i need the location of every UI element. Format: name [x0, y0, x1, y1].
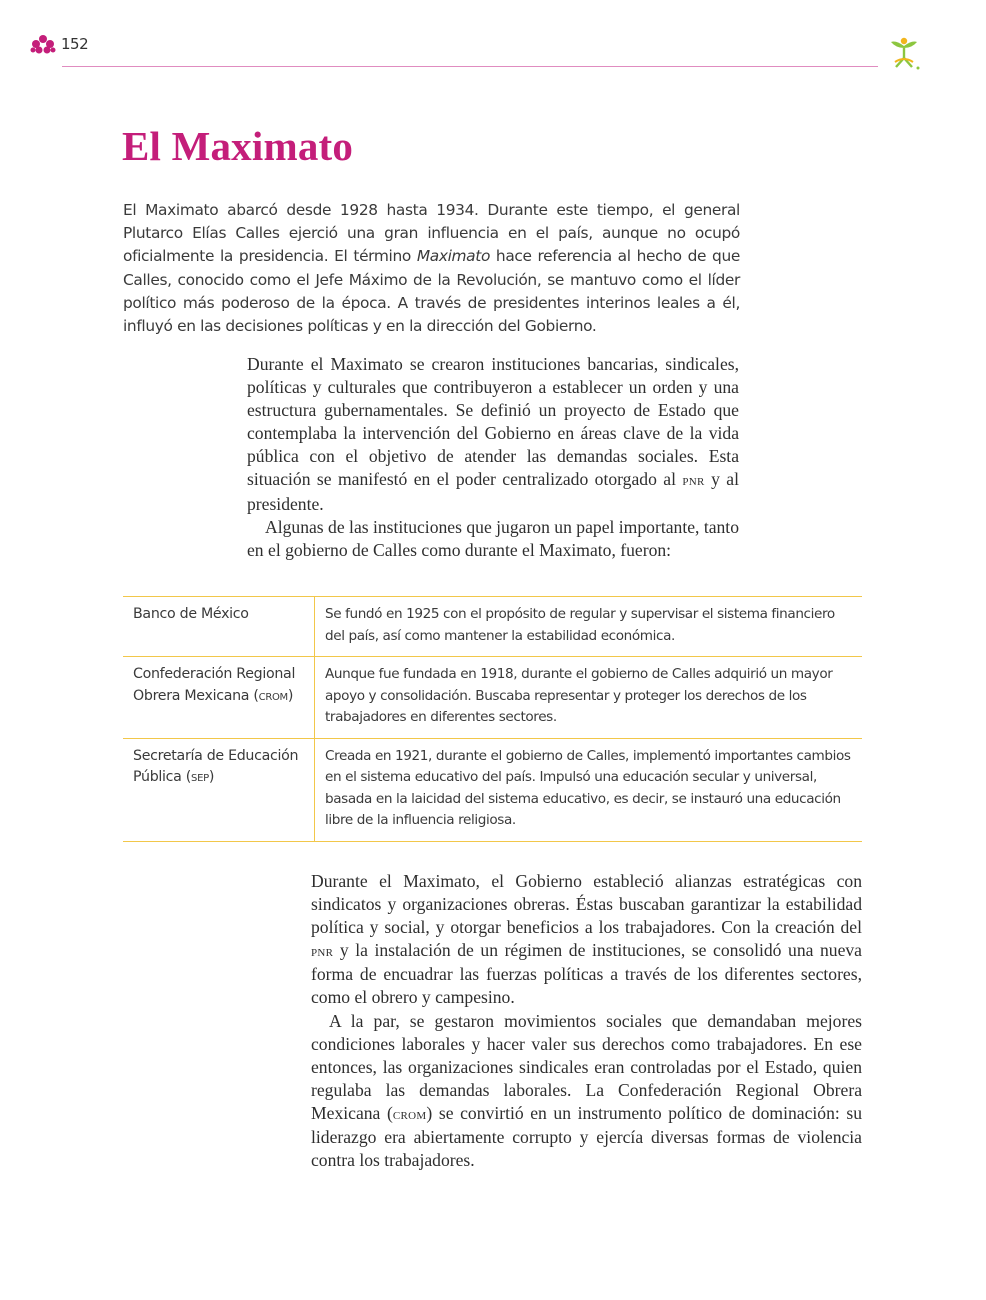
body-section-one: [247, 353, 739, 562]
table-row: [123, 657, 862, 739]
institution-name-text: Secretaría de Educación Pública: [133, 747, 299, 785]
body-section-two: [311, 870, 862, 1172]
intro-text-b: hace referencia al hecho de que Calles, conocido como el Jefe Máximo de la Revolución, se mantuvo como el líder político más poderoso de la época. A través de presidentes interinos leales a él, influyó en las decisiones políticas y en la dirección del Gobierno.: [123, 247, 740, 336]
intro-paragraph: [123, 199, 740, 338]
institution-name: [123, 657, 315, 739]
body-text: Durante el Maximato, el Gobierno estableció alianzas estratégicas con sindicatos y organizaciones obreras. Éstas buscaban garantizar la estabilidad política y social, y otorgar beneficios a los trabajadores. Con la creación del: [311, 871, 862, 938]
body-text: ) se convirtió en un instrumento político de dominación: su liderazgo era abiertamente corrupto y ejercía diversas formas de violencia contra los trabajadores.: [311, 1102, 862, 1171]
page-title: El Maximato: [122, 123, 354, 169]
page-header: [0, 0, 986, 80]
institution-name: [123, 738, 315, 841]
institution-description: Aunque fue fundada en 1918, durante el gobierno de Calles adquirió un mayor apoyo y consolidación. Buscaba representar y proteger los derechos de los trabajadores en diferentes sectores.: [315, 657, 863, 739]
institution-name-text: Banco de México: [133, 606, 249, 622]
intro-emphasis: Maximato: [416, 247, 491, 266]
person-sprout-logo-icon: [884, 32, 924, 72]
body-paragraph: [311, 1010, 862, 1173]
header-rule: [62, 66, 878, 67]
body-paragraph: [247, 353, 739, 516]
abbreviation-pnr: pnr: [682, 471, 705, 490]
table-row: [123, 738, 862, 841]
body-paragraph: Algunas de las instituciones que jugaron un papel importante, tanto en el gobierno de Calles como durante el Maximato, fueron:: [247, 516, 739, 560]
body-paragraph: [311, 870, 862, 1010]
institution-name: [123, 597, 315, 657]
abbreviation-crom: crom: [392, 1104, 427, 1123]
abbreviation-pnr: pnr: [311, 942, 334, 961]
institution-abbreviation: (sep): [185, 769, 215, 785]
body-text: y la instalación de un régimen de instituciones, se consolidó una nueva forma de encuadrar las fuerzas políticas a través de los diferentes sectores, como el obrero y campesino.: [311, 940, 862, 1008]
institution-description: Se fundó en 1925 con el propósito de regular y supervisar el sistema financiero del país, así como mantener la estabilidad económica.: [315, 597, 863, 657]
institutions-table: [123, 596, 862, 842]
institution-description: Creada en 1921, durante el gobierno de Calles, implementó importantes cambios en el sistema educativo del país. Impulsó una educación secular y universal, basada en la laicidad del sistema educativo, es decir, se instauró una educación libre de la influencia religiosa.: [315, 738, 863, 841]
body-text: A la par, se gestaron movimientos sociales que demandaban mejores condiciones laborales y hacer valer sus derechos como trabajadores. En ese entonces, las organizaciones sindicales eran controladas por el Estado, quien regulaba las demandas laborales. La Confederación Regional Obrera Mexicana (: [311, 1010, 862, 1123]
institution-name-text: Confederación Regional Obrera Mexicana: [133, 666, 296, 704]
body-text: y al presidente.: [247, 469, 739, 514]
institution-abbreviation: (crom): [253, 687, 294, 704]
flower-ornament-icon: [30, 33, 56, 55]
page-number: 152: [61, 35, 89, 53]
intro-text-a: El Maximato abarcó desde 1928 hasta 1934. Durante este tiempo, el general Plutarco Elías Calles ejerció una gran influencia en el país, aunque no ocupó oficialmente la presidencia. El término: [123, 201, 740, 266]
body-text: Durante el Maximato se crearon instituciones bancarias, sindicales, políticas y culturales que contribuyeron a establecer un orden y una estructura gubernamentales. Se definió un proyecto de Estado que contemplaba la intervención del Gobierno en áreas clave de la vida pública con el objetivo de atender las demandas sociales. Esta situación se manifestó en el poder centralizado otorgado al: [247, 354, 739, 490]
table-row: [123, 597, 862, 657]
